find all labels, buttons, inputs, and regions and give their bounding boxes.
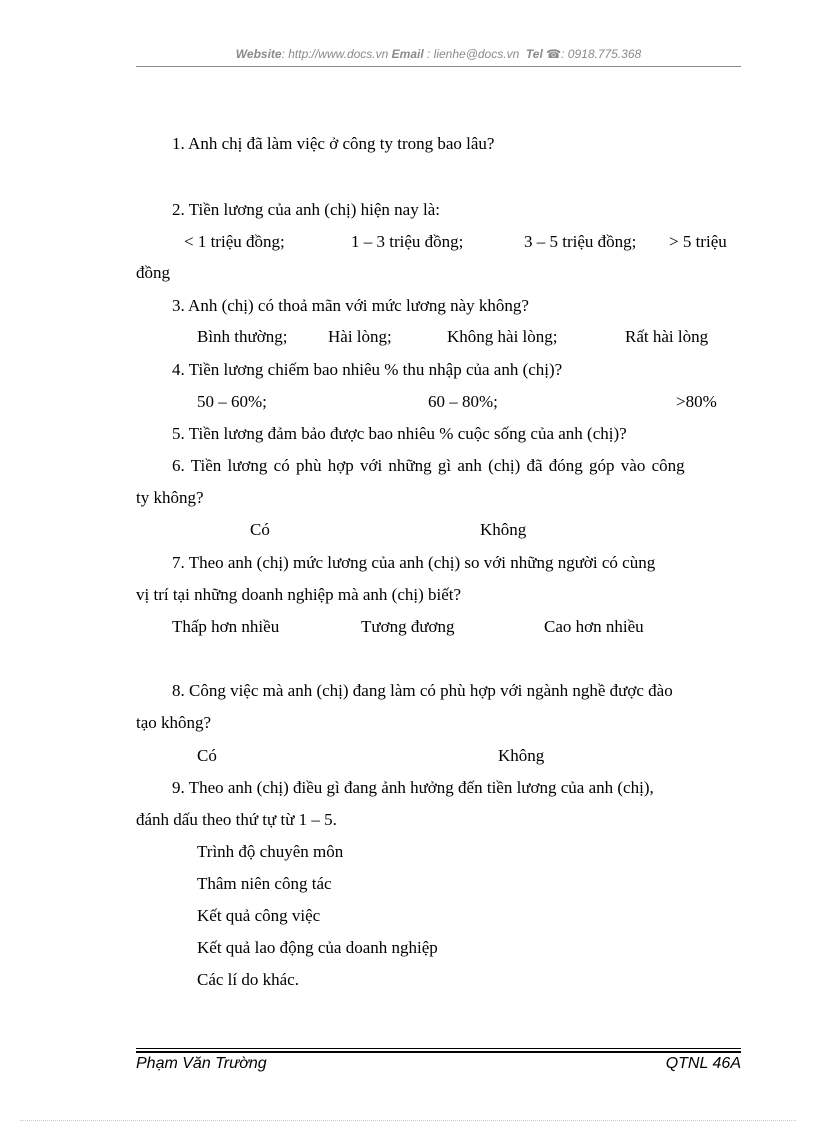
q7-option-1: Thấp hơn nhiều (172, 617, 280, 636)
tel-value: : 0918.775.368 (561, 47, 642, 61)
q8-option-yes: Có (197, 746, 217, 765)
q3-option-3: Không hài lòng; (447, 327, 558, 346)
q2-option-4: > 5 triệu (669, 232, 727, 251)
q6-option-yes: Có (250, 520, 270, 539)
question-4: 4. Tiền lương chiếm bao nhiêu % thu nhập của anh (chị)? (172, 360, 563, 379)
email-value: : lienhe@docs.vn (423, 47, 520, 61)
q2-option-2: 1 – 3 triệu đồng; (351, 232, 464, 251)
q9-item-2: Thâm niên công tác (197, 874, 332, 893)
q2-continuation: đồng (136, 263, 170, 282)
question-7-line-1: 7. Theo anh (chị) mức lương của anh (chị) so với những người có cùng (172, 553, 656, 572)
page-bottom-border (20, 1120, 796, 1121)
page-footer (136, 1055, 741, 1073)
q9-item-4: Kết quả lao động của doanh nghiệp (197, 938, 438, 957)
question-9-line-1: 9. Theo anh (chị) điều gì đang ảnh hưởng đến tiền lương của anh (chị), (172, 778, 654, 797)
q3-option-2: Hài lòng; (328, 327, 392, 346)
q4-option-3: >80% (676, 392, 717, 411)
question-6-line-1 (172, 455, 739, 477)
q6-line-1-text: 6. Tiền lương có phù hợp với những gì anh (chị) đã đóng góp vào công (172, 456, 685, 475)
question-8-line-2: tạo không? (136, 713, 212, 732)
question-6-line-2: ty không? (136, 488, 204, 507)
question-7-line-2: vị trí tại những doanh nghiệp mà anh (chị) biết? (136, 585, 462, 604)
tel-label: Tel (525, 47, 543, 61)
q9-item-5: Các lí do khác. (197, 970, 299, 989)
question-9-line-2: đánh dấu theo thứ tự từ 1 – 5. (136, 810, 337, 829)
q7-option-2: Tương đương (361, 617, 455, 636)
q9-item-1: Trình độ chuyên môn (197, 842, 344, 861)
q7-option-3: Cao hơn nhiều (544, 617, 644, 636)
q3-option-4: Rất hài lòng (625, 327, 709, 346)
footer-divider-thin (136, 1048, 741, 1049)
email-label: Email (391, 47, 424, 61)
q6-option-no: Không (480, 520, 527, 539)
q3-option-1: Bình thường; (197, 327, 288, 346)
question-8-line-1: 8. Công việc mà anh (chị) đang làm có phù hợp với ngành nghề được đào (172, 681, 673, 700)
header-divider (136, 66, 741, 67)
question-1: 1. Anh chị đã làm việc ở công ty trong bao lâu? (172, 134, 495, 153)
question-5: 5. Tiền lương đảm bảo được bao nhiêu % cuộc sống của anh (chị)? (172, 424, 627, 443)
footer-divider-thick (136, 1051, 741, 1053)
telephone-icon: ☎ (546, 47, 562, 61)
footer-class: QTNL 46A (665, 1055, 741, 1072)
website-label: Website (235, 47, 282, 61)
q4-option-1: 50 – 60%; (197, 392, 267, 411)
q2-option-1: < 1 triệu đồng; (184, 232, 285, 251)
q4-option-2: 60 – 80%; (428, 392, 498, 411)
q8-option-no: Không (498, 746, 545, 765)
q9-item-3: Kết quả công việc (197, 906, 321, 925)
footer-author: Phạm Văn Trường (136, 1055, 267, 1072)
website-value: : http://www.docs.vn (281, 47, 389, 61)
q2-option-3: 3 – 5 triệu đồng; (524, 232, 637, 251)
question-2: 2. Tiền lương của anh (chị) hiện nay là: (172, 200, 440, 219)
page-header (136, 47, 741, 61)
question-3: 3. Anh (chị) có thoả mãn với mức lương này không? (172, 296, 529, 315)
